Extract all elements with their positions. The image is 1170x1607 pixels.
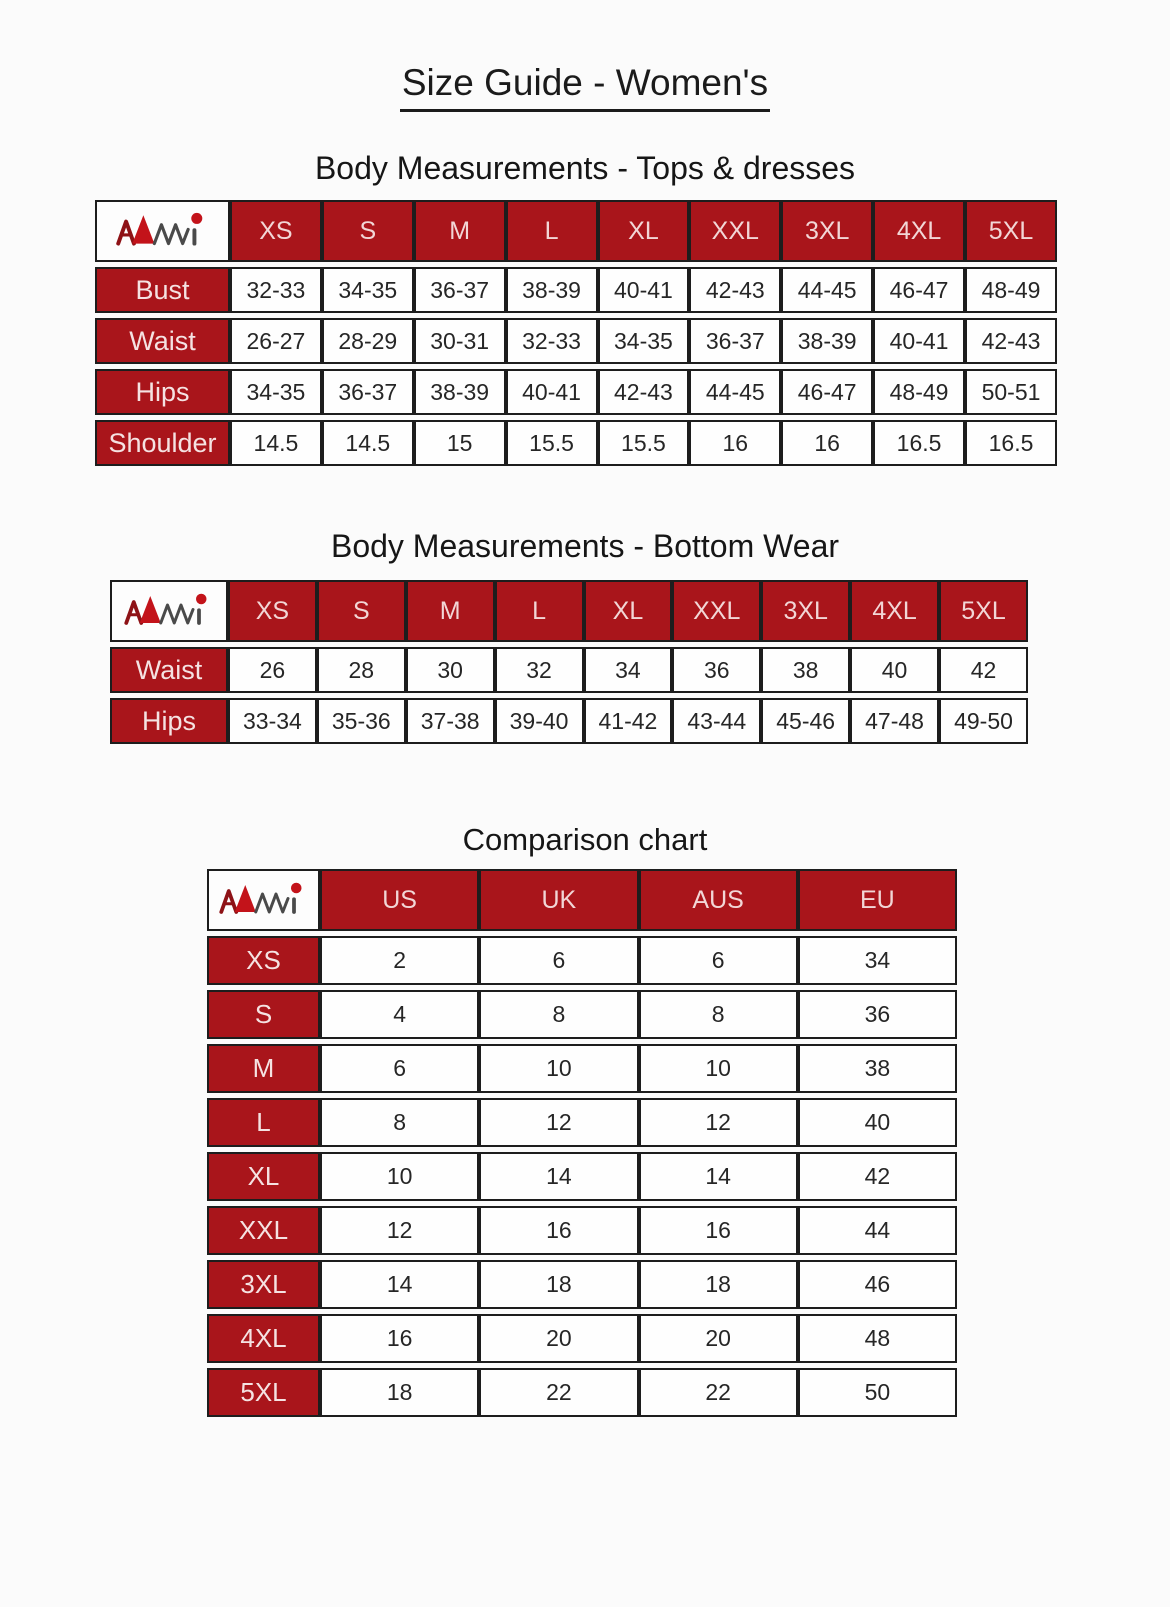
tops-measurements-table (95, 195, 1057, 471)
measurement-value-cell: 50-51 (965, 369, 1057, 415)
measurement-value-cell: 16.5 (965, 420, 1057, 466)
measurement-value-cell: 42-43 (689, 267, 781, 313)
data-row-shoulder (95, 420, 1057, 466)
measurement-value-cell: 48-49 (965, 267, 1057, 313)
measurement-value-cell: 36-37 (414, 267, 506, 313)
measurement-value-cell: 8 (320, 1098, 479, 1147)
data-row-l (207, 1098, 957, 1147)
page-title (0, 62, 1170, 112)
measurement-value-cell: 16 (639, 1206, 798, 1255)
brand-logo-cell (95, 200, 230, 262)
column-header-4xl: 4XL (850, 580, 939, 642)
column-header-xs: XS (228, 580, 317, 642)
measurement-value-cell: 8 (479, 990, 638, 1039)
measurement-value-cell: 40-41 (873, 318, 965, 364)
measurement-value-cell: 18 (479, 1260, 638, 1309)
column-header-4xl: 4XL (873, 200, 965, 262)
measurement-value-cell: 26-27 (230, 318, 322, 364)
page-title-text: Size Guide - Women's (400, 62, 770, 112)
row-label-3xl: 3XL (207, 1260, 320, 1309)
measurement-value-cell: 22 (479, 1368, 638, 1417)
data-row-m (207, 1044, 957, 1093)
data-row-xs (207, 936, 957, 985)
measurement-value-cell: 10 (639, 1044, 798, 1093)
brand-logo-cell (110, 580, 228, 642)
data-row-4xl (207, 1314, 957, 1363)
measurement-value-cell: 6 (639, 936, 798, 985)
measurement-value-cell: 30 (406, 647, 495, 693)
measurement-value-cell: 12 (639, 1098, 798, 1147)
row-label-bust: Bust (95, 267, 230, 313)
data-row-waist (110, 647, 1028, 693)
row-label-waist: Waist (95, 318, 230, 364)
bottoms-measurements-table (110, 575, 1028, 749)
measurement-value-cell: 37-38 (406, 698, 495, 744)
measurement-value-cell: 44 (798, 1206, 957, 1255)
row-label-4xl: 4XL (207, 1314, 320, 1363)
data-row-bust (95, 267, 1057, 313)
measurement-value-cell: 46-47 (873, 267, 965, 313)
measurement-value-cell: 40 (798, 1098, 957, 1147)
column-header-xxl: XXL (672, 580, 761, 642)
measurement-value-cell: 33-34 (228, 698, 317, 744)
measurement-value-cell: 32-33 (506, 318, 598, 364)
column-header-5xl: 5XL (965, 200, 1057, 262)
column-header-5xl: 5XL (939, 580, 1028, 642)
header-row (95, 200, 1057, 262)
data-row-xxl (207, 1206, 957, 1255)
brand-logo-cell (207, 869, 320, 931)
tops-table-title: Body Measurements - Tops & dresses (314, 150, 856, 186)
measurement-value-cell: 16 (781, 420, 873, 466)
column-header-l: L (506, 200, 598, 262)
row-label-shoulder: Shoulder (95, 420, 230, 466)
measurement-value-cell: 49-50 (939, 698, 1028, 744)
measurement-value-cell: 42-43 (598, 369, 690, 415)
bottoms-table-title: Body Measurements - Bottom Wear (330, 528, 840, 564)
measurement-value-cell: 32 (495, 647, 584, 693)
measurement-value-cell: 34-35 (322, 267, 414, 313)
measurement-value-cell: 16 (689, 420, 781, 466)
measurement-value-cell: 12 (479, 1098, 638, 1147)
measurement-value-cell: 44-45 (689, 369, 781, 415)
row-label-xl: XL (207, 1152, 320, 1201)
row-label-s: S (207, 990, 320, 1039)
column-header-m: M (406, 580, 495, 642)
measurement-value-cell: 2 (320, 936, 479, 985)
column-header-eu: EU (798, 869, 957, 931)
measurement-value-cell: 14 (639, 1152, 798, 1201)
measurement-value-cell: 32-33 (230, 267, 322, 313)
measurement-value-cell: 26 (228, 647, 317, 693)
measurement-value-cell: 18 (639, 1260, 798, 1309)
data-row-hips (95, 369, 1057, 415)
measurement-value-cell: 28-29 (322, 318, 414, 364)
row-label-m: M (207, 1044, 320, 1093)
measurement-value-cell: 14.5 (230, 420, 322, 466)
comparison-chart-title: Comparison chart (462, 822, 708, 857)
measurement-value-cell: 10 (479, 1044, 638, 1093)
measurement-value-cell: 15.5 (598, 420, 690, 466)
measurement-value-cell: 40-41 (598, 267, 690, 313)
measurement-value-cell: 20 (479, 1314, 638, 1363)
measurement-value-cell: 43-44 (672, 698, 761, 744)
measurement-value-cell: 42-43 (965, 318, 1057, 364)
measurement-value-cell: 30-31 (414, 318, 506, 364)
measurement-value-cell: 14.5 (322, 420, 414, 466)
measurement-value-cell: 16 (479, 1206, 638, 1255)
measurement-value-cell: 36 (798, 990, 957, 1039)
aawvi-brand-logo (123, 590, 215, 632)
measurement-value-cell: 46 (798, 1260, 957, 1309)
data-row-xl (207, 1152, 957, 1201)
row-label-5xl: 5XL (207, 1368, 320, 1417)
measurement-value-cell: 16.5 (873, 420, 965, 466)
measurement-value-cell: 39-40 (495, 698, 584, 744)
measurement-value-cell: 36-37 (322, 369, 414, 415)
column-header-xs: XS (230, 200, 322, 262)
data-row-3xl (207, 1260, 957, 1309)
column-header-m: M (414, 200, 506, 262)
column-header-s: S (322, 200, 414, 262)
measurement-value-cell: 50 (798, 1368, 957, 1417)
measurement-value-cell: 40 (850, 647, 939, 693)
measurement-value-cell: 41-42 (584, 698, 673, 744)
measurement-value-cell: 42 (798, 1152, 957, 1201)
column-header-3xl: 3XL (761, 580, 850, 642)
measurement-value-cell: 12 (320, 1206, 479, 1255)
measurement-value-cell: 35-36 (317, 698, 406, 744)
size-comparison-table (207, 864, 957, 1422)
column-header-aus: AUS (639, 869, 798, 931)
measurement-value-cell: 15.5 (506, 420, 598, 466)
measurement-value-cell: 44-45 (781, 267, 873, 313)
measurement-value-cell: 47-48 (850, 698, 939, 744)
measurement-value-cell: 6 (320, 1044, 479, 1093)
measurement-value-cell: 40-41 (506, 369, 598, 415)
row-label-xs: XS (207, 936, 320, 985)
measurement-value-cell: 22 (639, 1368, 798, 1417)
measurement-value-cell: 18 (320, 1368, 479, 1417)
column-header-us: US (320, 869, 479, 931)
measurement-value-cell: 28 (317, 647, 406, 693)
measurement-value-cell: 20 (639, 1314, 798, 1363)
row-label-waist: Waist (110, 647, 228, 693)
header-row (207, 869, 957, 931)
measurement-value-cell: 42 (939, 647, 1028, 693)
measurement-value-cell: 8 (639, 990, 798, 1039)
aawvi-brand-logo (113, 209, 213, 253)
row-label-hips: Hips (95, 369, 230, 415)
measurement-value-cell: 4 (320, 990, 479, 1039)
column-header-xl: XL (584, 580, 673, 642)
measurement-value-cell: 34-35 (230, 369, 322, 415)
column-header-uk: UK (479, 869, 638, 931)
column-header-l: L (495, 580, 584, 642)
measurement-value-cell: 48 (798, 1314, 957, 1363)
measurement-value-cell: 38 (761, 647, 850, 693)
measurement-value-cell: 45-46 (761, 698, 850, 744)
measurement-value-cell: 48-49 (873, 369, 965, 415)
row-label-hips: Hips (110, 698, 228, 744)
measurement-value-cell: 36 (672, 647, 761, 693)
measurement-value-cell: 14 (479, 1152, 638, 1201)
data-row-hips (110, 698, 1028, 744)
row-label-xxl: XXL (207, 1206, 320, 1255)
data-row-waist (95, 318, 1057, 364)
measurement-value-cell: 36-37 (689, 318, 781, 364)
measurement-value-cell: 15 (414, 420, 506, 466)
measurement-value-cell: 38-39 (414, 369, 506, 415)
measurement-value-cell: 10 (320, 1152, 479, 1201)
data-row-s (207, 990, 957, 1039)
measurement-value-cell: 38-39 (781, 318, 873, 364)
measurement-value-cell: 46-47 (781, 369, 873, 415)
header-row (110, 580, 1028, 642)
measurement-value-cell: 34 (798, 936, 957, 985)
measurement-value-cell: 34 (584, 647, 673, 693)
measurement-value-cell: 38-39 (506, 267, 598, 313)
measurement-value-cell: 6 (479, 936, 638, 985)
column-header-xl: XL (598, 200, 690, 262)
measurement-value-cell: 34-35 (598, 318, 690, 364)
column-header-s: S (317, 580, 406, 642)
measurement-value-cell: 14 (320, 1260, 479, 1309)
row-label-l: L (207, 1098, 320, 1147)
measurement-value-cell: 38 (798, 1044, 957, 1093)
column-header-3xl: 3XL (781, 200, 873, 262)
measurement-value-cell: 16 (320, 1314, 479, 1363)
aawvi-brand-logo (218, 879, 310, 921)
data-row-5xl (207, 1368, 957, 1417)
column-header-xxl: XXL (689, 200, 781, 262)
